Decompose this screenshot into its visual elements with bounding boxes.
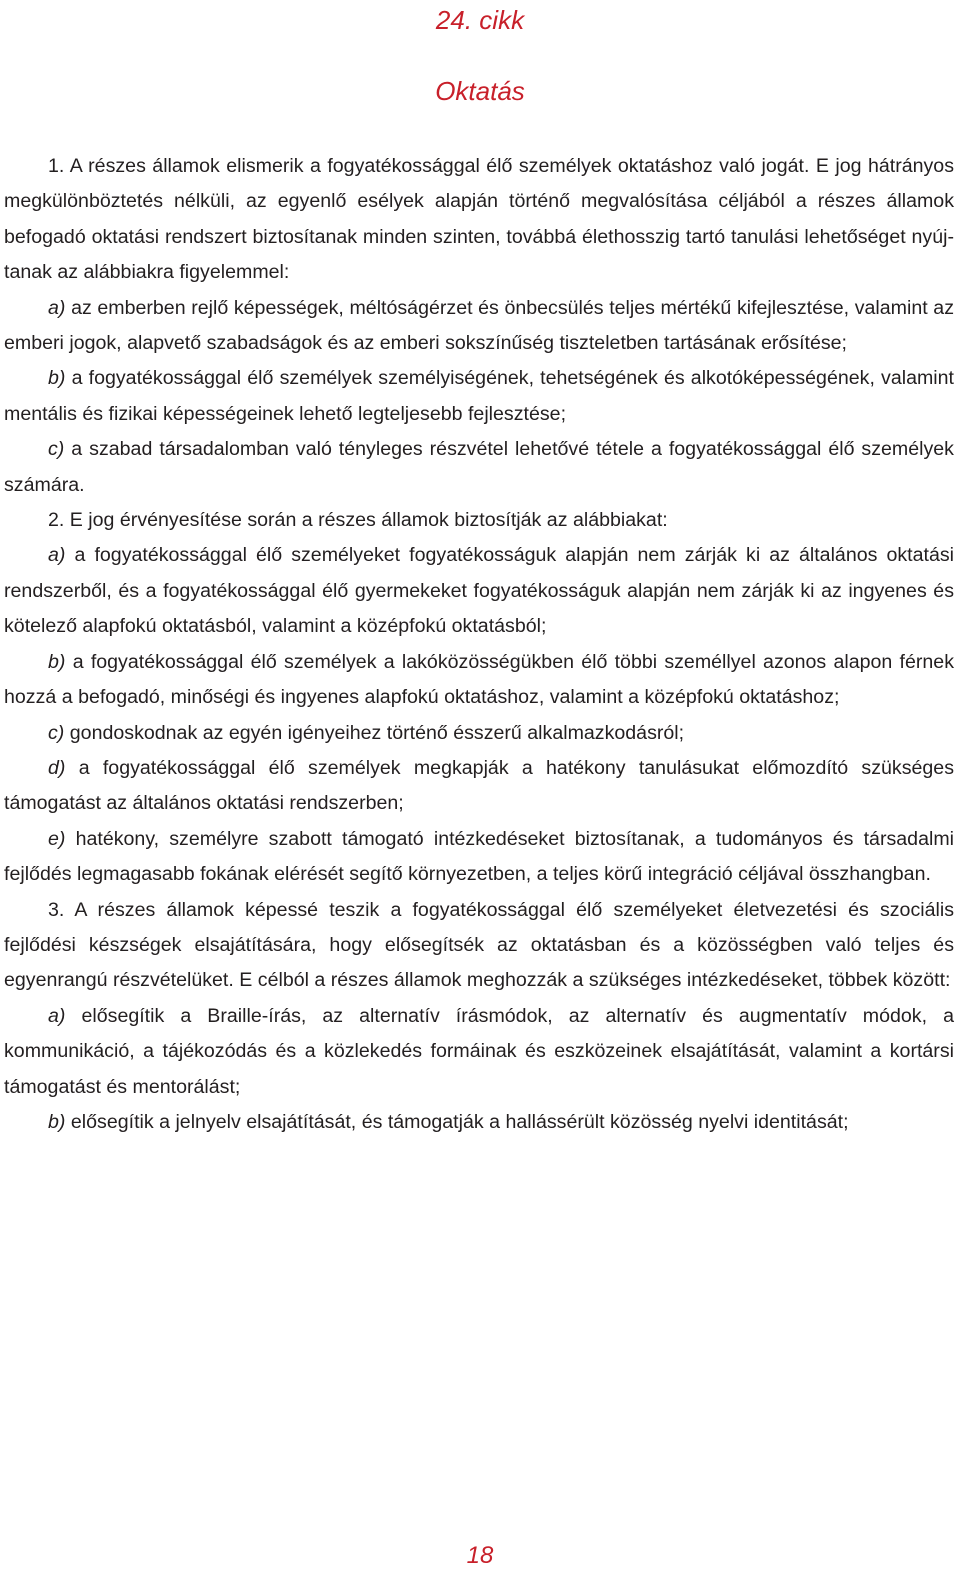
list-item-2a	[4, 538, 954, 644]
page-number: 18	[466, 1542, 494, 1569]
item-text: a fogyatékossággal élő személyek megkapják a hatékony tanulásukat előmozdító szükséges támogatást az általános oktatási rendszerben;	[4, 756, 954, 815]
article-title: Oktatás	[435, 76, 525, 106]
paragraph-number: 3.	[48, 898, 65, 921]
paragraph-2	[4, 503, 954, 538]
paragraph-text: A részes államok elismerik a fogyatékossággal élő személyek oktatáshoz való jogát. E jog hátrányos megkülönböztetés nélküli, az egyenlő esélyek alapján történő megvalósítása céljából a részes államok befogadó oktatási rendszert biztosítanak minden szinten, továbbá élethosszig tartó tanulási lehetőséget nyújtanak az alábbiakra figyelemmel:	[4, 155, 954, 284]
item-label: e)	[48, 827, 66, 850]
list-item-1b	[4, 361, 954, 432]
item-text: a fogyatékossággal élő személyek személyiségének, tehetségének és alkotóképességének, valamint mentális és fizikai képességeinek lehető legteljesebb fejlesztése;	[4, 367, 954, 425]
item-label: a)	[48, 544, 66, 567]
item-text: a fogyatékossággal élő személyeket fogyatékosságuk alapján nem zárják ki az általános oktatási rendszerből, és a fogyatékossággal élő gyermekeket fogyatékosságuk alapján nem zárják ki az ingyenes és kötelező alapfokú oktatásból, valamint a középfokú oktatásból;	[4, 544, 954, 638]
item-label: c)	[48, 438, 65, 461]
item-label: c)	[48, 721, 65, 744]
paragraph-3	[4, 893, 954, 999]
article-body	[4, 149, 954, 1140]
item-text: hatékony, személyre szabott támogató intézkedéseket biztosítanak, a tudományos és társadalmi fejlődés legmagasabb fokának elérését segítő környezetben, a teljes körű integráció céljával összhangban.	[4, 827, 954, 886]
list-item-3b	[4, 1105, 954, 1140]
item-label: b)	[48, 367, 66, 390]
item-label: a)	[48, 296, 66, 319]
item-text: a fogyatékossággal élő személyek a lakóközösségükben élő többi személlyel azonos alapon férnek hozzá a befogadó, minőségi és ingyenes alapfokú oktatáshoz, valamint a középfokú oktatáshoz;	[4, 650, 954, 709]
item-text: elősegítik a jelnyelv elsajátítását, és támogatják a hallássérült közösség nyelvi identitását;	[70, 1110, 849, 1133]
list-item-1c	[4, 432, 954, 503]
paragraph-text: E jog érvényesítése során a részes államok biztosítják az alábbiakat:	[69, 509, 668, 532]
paragraph-number: 1.	[48, 155, 65, 177]
list-item-2c	[4, 716, 954, 751]
paragraph-1	[4, 149, 954, 291]
item-text: a szabad társadalomban való tényleges részvétel lehetővé tétele a fogyatékossággal élő személyek számára.	[4, 438, 954, 496]
item-text: elősegítik a Braille-írás, az alternatív írásmódok, az alternatív és augmentatív módok, a kommunikáció, a tájékozódás és a közlekedés formáinak és eszközeinek elsajátítását, valamint a kortársi támogatást és mentorálást;	[4, 1004, 954, 1098]
paragraph-number: 2.	[48, 509, 65, 532]
item-label: b)	[48, 1110, 66, 1133]
item-label: a)	[48, 1004, 66, 1027]
paragraph-text: A részes államok képessé teszik a fogyatékossággal élő személyeket életvezetési és szociális fejlődési készségek elsajátítására, hogy elősegítsék az oktatásban és a közösségben való teljes és egyenrangú részvételüket. E célból a részes államok meghozzák a szükséges intézkedéseket, többek között:	[4, 898, 954, 992]
list-item-2e	[4, 822, 954, 893]
item-label: d)	[48, 756, 66, 779]
list-item-1a	[4, 291, 954, 362]
list-item-2b	[4, 645, 954, 716]
item-text: az emberben rejlő képességek, méltóságérzet és önbecsülés teljes mértékű kifejlesztése, valamint az emberi jogok, alapvető szabadságok és az emberi sokszínűség tiszteletben tartásának erősítése;	[4, 296, 954, 355]
item-label: b)	[48, 650, 66, 673]
item-text: gondoskodnak az egyén igényeihez történő ésszerű alkalmazkodásról;	[69, 721, 685, 744]
list-item-2d	[4, 751, 954, 822]
list-item-3a	[4, 999, 954, 1105]
article-number: 24. cikk	[435, 5, 525, 35]
